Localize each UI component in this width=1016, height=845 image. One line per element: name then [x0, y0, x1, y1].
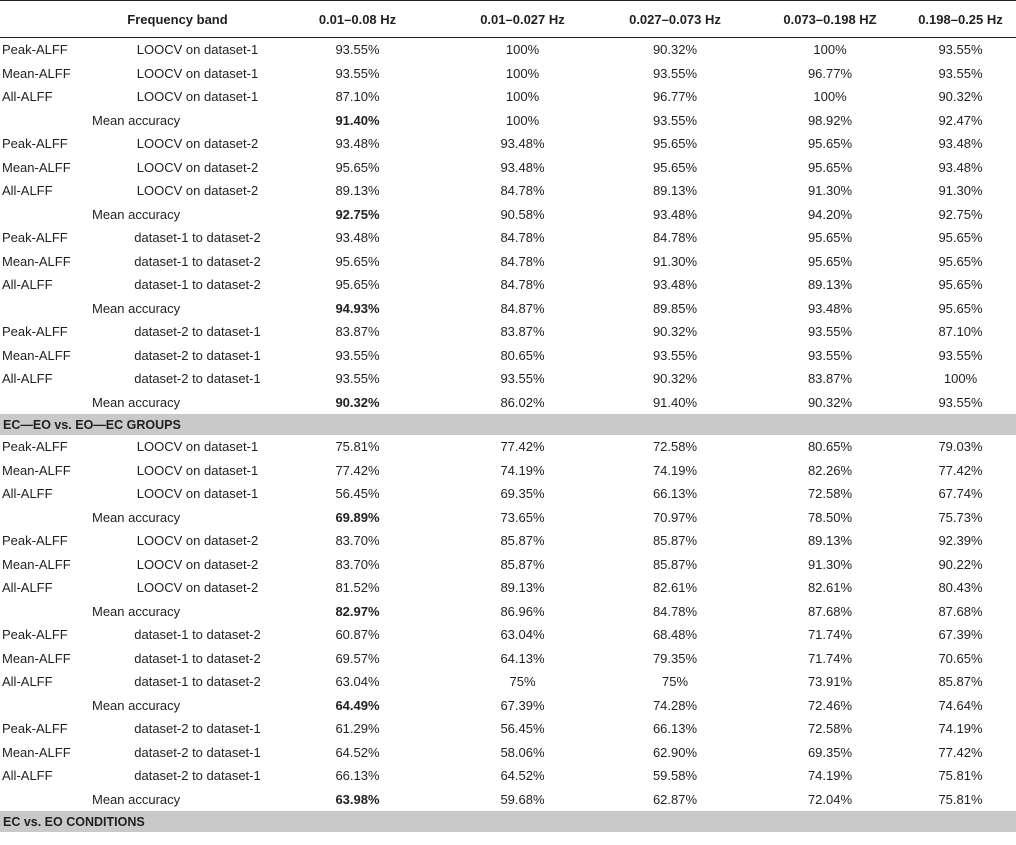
value-cell: 68.48%	[652, 627, 698, 643]
group-cell: Peak-ALFF	[2, 324, 68, 340]
value-cell: 80.65%	[500, 347, 545, 363]
value-cell: 95.65%	[335, 159, 380, 175]
table-row	[0, 670, 1016, 694]
table-row	[0, 62, 1016, 86]
value-cell: 72.58%	[807, 486, 853, 502]
value-cell: 95.65%	[938, 277, 983, 293]
value-cell: 95.65%	[652, 136, 698, 152]
method-cell: dataset-1 to dataset-2	[134, 230, 261, 246]
mean-value-cell: 90.32%	[807, 394, 853, 410]
mean-value-cell: 89.85%	[652, 300, 698, 316]
mean-value-cell: 73.65%	[500, 509, 545, 525]
mean-value-cell: 75.81%	[938, 791, 983, 807]
value-cell: 79.35%	[652, 650, 698, 666]
value-cell: 100%	[813, 89, 847, 105]
value-cell: 67.39%	[938, 627, 983, 643]
value-cell: 93.55%	[938, 42, 983, 58]
value-cell: 93.55%	[938, 347, 983, 363]
group-cell	[0, 297, 90, 321]
value-cell: 93.48%	[500, 159, 545, 175]
header-frequency-band: Frequency band	[90, 1, 265, 38]
group-cell: Mean-ALFF	[2, 159, 71, 175]
mean-value-cell: 90.58%	[500, 206, 545, 222]
mean-value-cell: 95.65%	[938, 300, 983, 316]
value-cell: 80.43%	[938, 580, 983, 596]
value-cell: 84.78%	[500, 253, 545, 269]
value-cell: 83.70%	[335, 556, 380, 572]
value-cell: 63.04%	[335, 674, 380, 690]
table-row	[0, 576, 1016, 600]
value-cell: 95.65%	[807, 253, 853, 269]
mean-accuracy-row	[0, 391, 1016, 415]
mean-value-cell: 90.32%	[335, 394, 380, 410]
value-cell: 69.35%	[807, 744, 853, 760]
mean-value-cell: 100%	[505, 112, 540, 128]
value-cell: 79.03%	[938, 439, 983, 455]
group-cell	[0, 203, 90, 227]
table-body	[0, 38, 1016, 833]
value-cell: 60.87%	[335, 627, 380, 643]
group-cell: Mean-ALFF	[2, 65, 71, 81]
value-cell: 93.55%	[807, 347, 853, 363]
mean-value-cell: 84.78%	[652, 603, 698, 619]
value-cell: 82.61%	[807, 580, 853, 596]
mean-accuracy-label: Mean accuracy	[92, 112, 181, 128]
value-cell: 93.55%	[335, 65, 380, 81]
value-cell: 100%	[943, 371, 978, 387]
header-band-4: 0.073–0.198 HZ	[755, 1, 905, 38]
method-cell: LOOCV on dataset-1	[136, 89, 259, 105]
table-row	[0, 459, 1016, 483]
mean-accuracy-row	[0, 506, 1016, 530]
value-cell: 72.58%	[652, 439, 698, 455]
value-cell: 82.61%	[652, 580, 698, 596]
method-cell: LOOCV on dataset-1	[136, 65, 259, 81]
header-blank	[0, 1, 90, 38]
header-row	[0, 1, 1016, 38]
mean-value-cell: 72.46%	[807, 697, 853, 713]
value-cell: 84.78%	[652, 230, 698, 246]
value-cell: 95.65%	[335, 253, 380, 269]
table-row	[0, 156, 1016, 180]
group-cell: Peak-ALFF	[2, 627, 68, 643]
section-header-row	[0, 811, 1016, 832]
mean-value-cell: 92.47%	[938, 112, 983, 128]
group-cell: All-ALFF	[2, 580, 53, 596]
mean-accuracy-label: Mean accuracy	[92, 509, 181, 525]
value-cell: 93.55%	[807, 324, 853, 340]
value-cell: 87.10%	[938, 324, 983, 340]
mean-value-cell: 70.97%	[652, 509, 698, 525]
value-cell: 77.42%	[500, 439, 545, 455]
value-cell: 93.55%	[335, 42, 380, 58]
mean-value-cell: 63.98%	[335, 791, 380, 807]
method-cell: dataset-2 to dataset-1	[134, 324, 261, 340]
mean-value-cell: 59.68%	[500, 791, 545, 807]
method-cell: LOOCV on dataset-2	[136, 556, 259, 572]
table-row	[0, 482, 1016, 506]
value-cell: 95.65%	[938, 230, 983, 246]
value-cell: 84.78%	[500, 183, 545, 199]
value-cell: 74.19%	[500, 462, 545, 478]
mean-accuracy-row	[0, 109, 1016, 133]
value-cell: 96.77%	[807, 65, 853, 81]
value-cell: 96.77%	[652, 89, 698, 105]
value-cell: 93.48%	[335, 230, 380, 246]
value-cell: 66.13%	[652, 721, 698, 737]
mean-value-cell: 67.39%	[500, 697, 545, 713]
value-cell: 85.87%	[500, 533, 545, 549]
value-cell: 87.10%	[335, 89, 380, 105]
value-cell: 93.48%	[938, 159, 983, 175]
group-cell	[0, 391, 90, 415]
mean-value-cell: 91.40%	[335, 112, 380, 128]
header-band-1: 0.01–0.08 Hz	[265, 1, 450, 38]
value-cell: 93.55%	[652, 65, 698, 81]
value-cell: 83.87%	[335, 324, 380, 340]
value-cell: 95.65%	[335, 277, 380, 293]
table-row	[0, 132, 1016, 156]
table-row	[0, 529, 1016, 553]
value-cell: 95.65%	[807, 136, 853, 152]
value-cell: 59.58%	[652, 768, 698, 784]
table-row	[0, 717, 1016, 741]
value-cell: 75.81%	[335, 439, 380, 455]
mean-value-cell: 98.92%	[807, 112, 853, 128]
table-row	[0, 85, 1016, 109]
mean-accuracy-label: Mean accuracy	[92, 697, 181, 713]
value-cell: 66.13%	[335, 768, 380, 784]
mean-value-cell: 72.04%	[807, 791, 853, 807]
mean-value-cell: 93.48%	[652, 206, 698, 222]
group-cell: All-ALFF	[2, 674, 53, 690]
mean-value-cell: 78.50%	[807, 509, 853, 525]
table-row	[0, 553, 1016, 577]
table-row	[0, 741, 1016, 765]
value-cell: 89.13%	[652, 183, 698, 199]
mean-value-cell: 84.87%	[500, 300, 545, 316]
table-row	[0, 367, 1016, 391]
mean-value-cell: 87.68%	[807, 603, 853, 619]
table-row	[0, 623, 1016, 647]
mean-value-cell: 75.73%	[938, 509, 983, 525]
method-cell: dataset-2 to dataset-1	[134, 768, 261, 784]
value-cell: 85.87%	[652, 556, 698, 572]
method-cell: LOOCV on dataset-2	[136, 159, 259, 175]
value-cell: 93.48%	[652, 277, 698, 293]
value-cell: 58.06%	[500, 744, 545, 760]
value-cell: 93.48%	[500, 136, 545, 152]
group-cell: All-ALFF	[2, 768, 53, 784]
value-cell: 100%	[813, 42, 847, 58]
value-cell: 85.87%	[500, 556, 545, 572]
method-cell: dataset-2 to dataset-1	[134, 371, 261, 387]
value-cell: 64.52%	[335, 744, 380, 760]
mean-accuracy-label: Mean accuracy	[92, 603, 181, 619]
mean-value-cell: 87.68%	[938, 603, 983, 619]
mean-accuracy-label: Mean accuracy	[92, 791, 181, 807]
method-cell: LOOCV on dataset-2	[136, 183, 259, 199]
table-row	[0, 764, 1016, 788]
value-cell: 63.04%	[500, 627, 545, 643]
group-cell	[0, 109, 90, 133]
mean-accuracy-label: Mean accuracy	[92, 394, 181, 410]
value-cell: 93.55%	[335, 371, 380, 387]
value-cell: 93.48%	[335, 136, 380, 152]
header-band-2: 0.01–0.027 Hz	[450, 1, 595, 38]
method-cell: LOOCV on dataset-1	[136, 42, 259, 58]
table-row	[0, 250, 1016, 274]
value-cell: 89.13%	[500, 580, 545, 596]
value-cell: 93.48%	[938, 136, 983, 152]
value-cell: 89.13%	[807, 533, 853, 549]
value-cell: 69.35%	[500, 486, 545, 502]
value-cell: 95.65%	[807, 230, 853, 246]
value-cell: 89.13%	[335, 183, 380, 199]
method-cell: dataset-1 to dataset-2	[134, 674, 261, 690]
value-cell: 61.29%	[335, 721, 380, 737]
mean-value-cell: 82.97%	[335, 603, 380, 619]
mean-value-cell: 86.02%	[500, 394, 545, 410]
mean-accuracy-row	[0, 694, 1016, 718]
group-cell: All-ALFF	[2, 371, 53, 387]
value-cell: 93.55%	[652, 347, 698, 363]
method-cell: LOOCV on dataset-2	[136, 136, 259, 152]
mean-accuracy-row	[0, 203, 1016, 227]
method-cell: LOOCV on dataset-1	[136, 439, 259, 455]
mean-value-cell: 93.48%	[807, 300, 853, 316]
value-cell: 73.91%	[807, 674, 853, 690]
group-cell	[0, 600, 90, 624]
value-cell: 83.87%	[807, 371, 853, 387]
value-cell: 74.19%	[938, 721, 983, 737]
value-cell: 80.65%	[807, 439, 853, 455]
value-cell: 75%	[661, 674, 689, 690]
mean-value-cell: 92.75%	[335, 206, 380, 222]
value-cell: 90.32%	[652, 42, 698, 58]
method-cell: LOOCV on dataset-1	[136, 462, 259, 478]
value-cell: 92.39%	[938, 533, 983, 549]
mean-value-cell: 91.40%	[652, 394, 698, 410]
table-row	[0, 273, 1016, 297]
group-cell: Mean-ALFF	[2, 347, 71, 363]
value-cell: 93.55%	[938, 65, 983, 81]
value-cell: 90.32%	[652, 324, 698, 340]
value-cell: 91.30%	[807, 556, 853, 572]
header-band-5: 0.198–0.25 Hz	[905, 1, 1016, 38]
table-row	[0, 179, 1016, 203]
group-cell: All-ALFF	[2, 89, 53, 105]
value-cell: 56.45%	[335, 486, 380, 502]
value-cell: 77.42%	[335, 462, 380, 478]
section-label: EC—EO vs. EO—EC GROUPS	[0, 414, 1016, 435]
group-cell: Peak-ALFF	[2, 721, 68, 737]
method-cell: dataset-1 to dataset-2	[134, 627, 261, 643]
group-cell: Peak-ALFF	[2, 42, 68, 58]
method-cell: dataset-1 to dataset-2	[134, 253, 261, 269]
group-cell: All-ALFF	[2, 277, 53, 293]
group-cell: All-ALFF	[2, 183, 53, 199]
mean-value-cell: 74.28%	[652, 697, 698, 713]
value-cell: 56.45%	[500, 721, 545, 737]
value-cell: 71.74%	[807, 650, 853, 666]
value-cell: 93.55%	[335, 347, 380, 363]
section-label: EC vs. EO CONDITIONS	[0, 811, 1016, 832]
value-cell: 70.65%	[938, 650, 983, 666]
table-row	[0, 647, 1016, 671]
value-cell: 77.42%	[938, 744, 983, 760]
mean-accuracy-label: Mean accuracy	[92, 300, 181, 316]
group-cell: All-ALFF	[2, 486, 53, 502]
value-cell: 90.32%	[938, 89, 983, 105]
group-cell	[0, 694, 90, 718]
group-cell: Peak-ALFF	[2, 230, 68, 246]
value-cell: 69.57%	[335, 650, 380, 666]
group-cell: Peak-ALFF	[2, 439, 68, 455]
mean-value-cell: 86.96%	[500, 603, 545, 619]
value-cell: 64.13%	[500, 650, 545, 666]
value-cell: 67.74%	[938, 486, 983, 502]
group-cell: Mean-ALFF	[2, 253, 71, 269]
value-cell: 89.13%	[807, 277, 853, 293]
group-cell: Mean-ALFF	[2, 744, 71, 760]
value-cell: 90.32%	[652, 371, 698, 387]
value-cell: 74.19%	[652, 462, 698, 478]
group-cell: Mean-ALFF	[2, 462, 71, 478]
method-cell: LOOCV on dataset-2	[136, 533, 259, 549]
mean-accuracy-row	[0, 600, 1016, 624]
value-cell: 84.78%	[500, 230, 545, 246]
mean-value-cell: 69.89%	[335, 509, 380, 525]
mean-value-cell: 64.49%	[335, 697, 380, 713]
group-cell: Peak-ALFF	[2, 533, 68, 549]
mean-value-cell: 94.93%	[335, 300, 380, 316]
value-cell: 81.52%	[335, 580, 380, 596]
mean-value-cell: 92.75%	[938, 206, 983, 222]
group-cell: Mean-ALFF	[2, 650, 71, 666]
value-cell: 72.58%	[807, 721, 853, 737]
value-cell: 93.55%	[500, 371, 545, 387]
table-row	[0, 320, 1016, 344]
mean-value-cell: 93.55%	[652, 112, 698, 128]
value-cell: 90.22%	[938, 556, 983, 572]
value-cell: 91.30%	[938, 183, 983, 199]
method-cell: LOOCV on dataset-1	[136, 486, 259, 502]
value-cell: 100%	[505, 65, 540, 81]
value-cell: 85.87%	[652, 533, 698, 549]
value-cell: 100%	[505, 89, 540, 105]
value-cell: 77.42%	[938, 462, 983, 478]
value-cell: 82.26%	[807, 462, 853, 478]
value-cell: 91.30%	[807, 183, 853, 199]
group-cell: Peak-ALFF	[2, 136, 68, 152]
mean-value-cell: 62.87%	[652, 791, 698, 807]
section-header-row	[0, 414, 1016, 435]
mean-accuracy-row	[0, 297, 1016, 321]
mean-accuracy-label: Mean accuracy	[92, 206, 181, 222]
value-cell: 64.52%	[500, 768, 545, 784]
value-cell: 83.87%	[500, 324, 545, 340]
method-cell: dataset-2 to dataset-1	[134, 347, 261, 363]
method-cell: dataset-2 to dataset-1	[134, 744, 261, 760]
value-cell: 75%	[509, 674, 536, 690]
group-cell	[0, 506, 90, 530]
value-cell: 84.78%	[500, 277, 545, 293]
value-cell: 95.65%	[807, 159, 853, 175]
method-cell: dataset-1 to dataset-2	[134, 650, 261, 666]
value-cell: 71.74%	[807, 627, 853, 643]
method-cell: dataset-2 to dataset-1	[134, 721, 261, 737]
group-cell	[0, 788, 90, 812]
value-cell: 85.87%	[938, 674, 983, 690]
table-row	[0, 344, 1016, 368]
value-cell: 83.70%	[335, 533, 380, 549]
value-cell: 95.65%	[652, 159, 698, 175]
table-row	[0, 226, 1016, 250]
method-cell: LOOCV on dataset-2	[136, 580, 259, 596]
method-cell: dataset-1 to dataset-2	[134, 277, 261, 293]
mean-value-cell: 74.64%	[938, 697, 983, 713]
mean-value-cell: 94.20%	[807, 206, 853, 222]
value-cell: 95.65%	[938, 253, 983, 269]
value-cell: 62.90%	[652, 744, 698, 760]
value-cell: 75.81%	[938, 768, 983, 784]
mean-value-cell: 93.55%	[938, 394, 983, 410]
value-cell: 100%	[505, 42, 540, 58]
table-row	[0, 38, 1016, 62]
value-cell: 91.30%	[652, 253, 698, 269]
value-cell: 74.19%	[807, 768, 853, 784]
mean-accuracy-row	[0, 788, 1016, 812]
table-row	[0, 435, 1016, 459]
header-band-3: 0.027–0.073 Hz	[595, 1, 755, 38]
value-cell: 66.13%	[652, 486, 698, 502]
group-cell: Mean-ALFF	[2, 556, 71, 572]
